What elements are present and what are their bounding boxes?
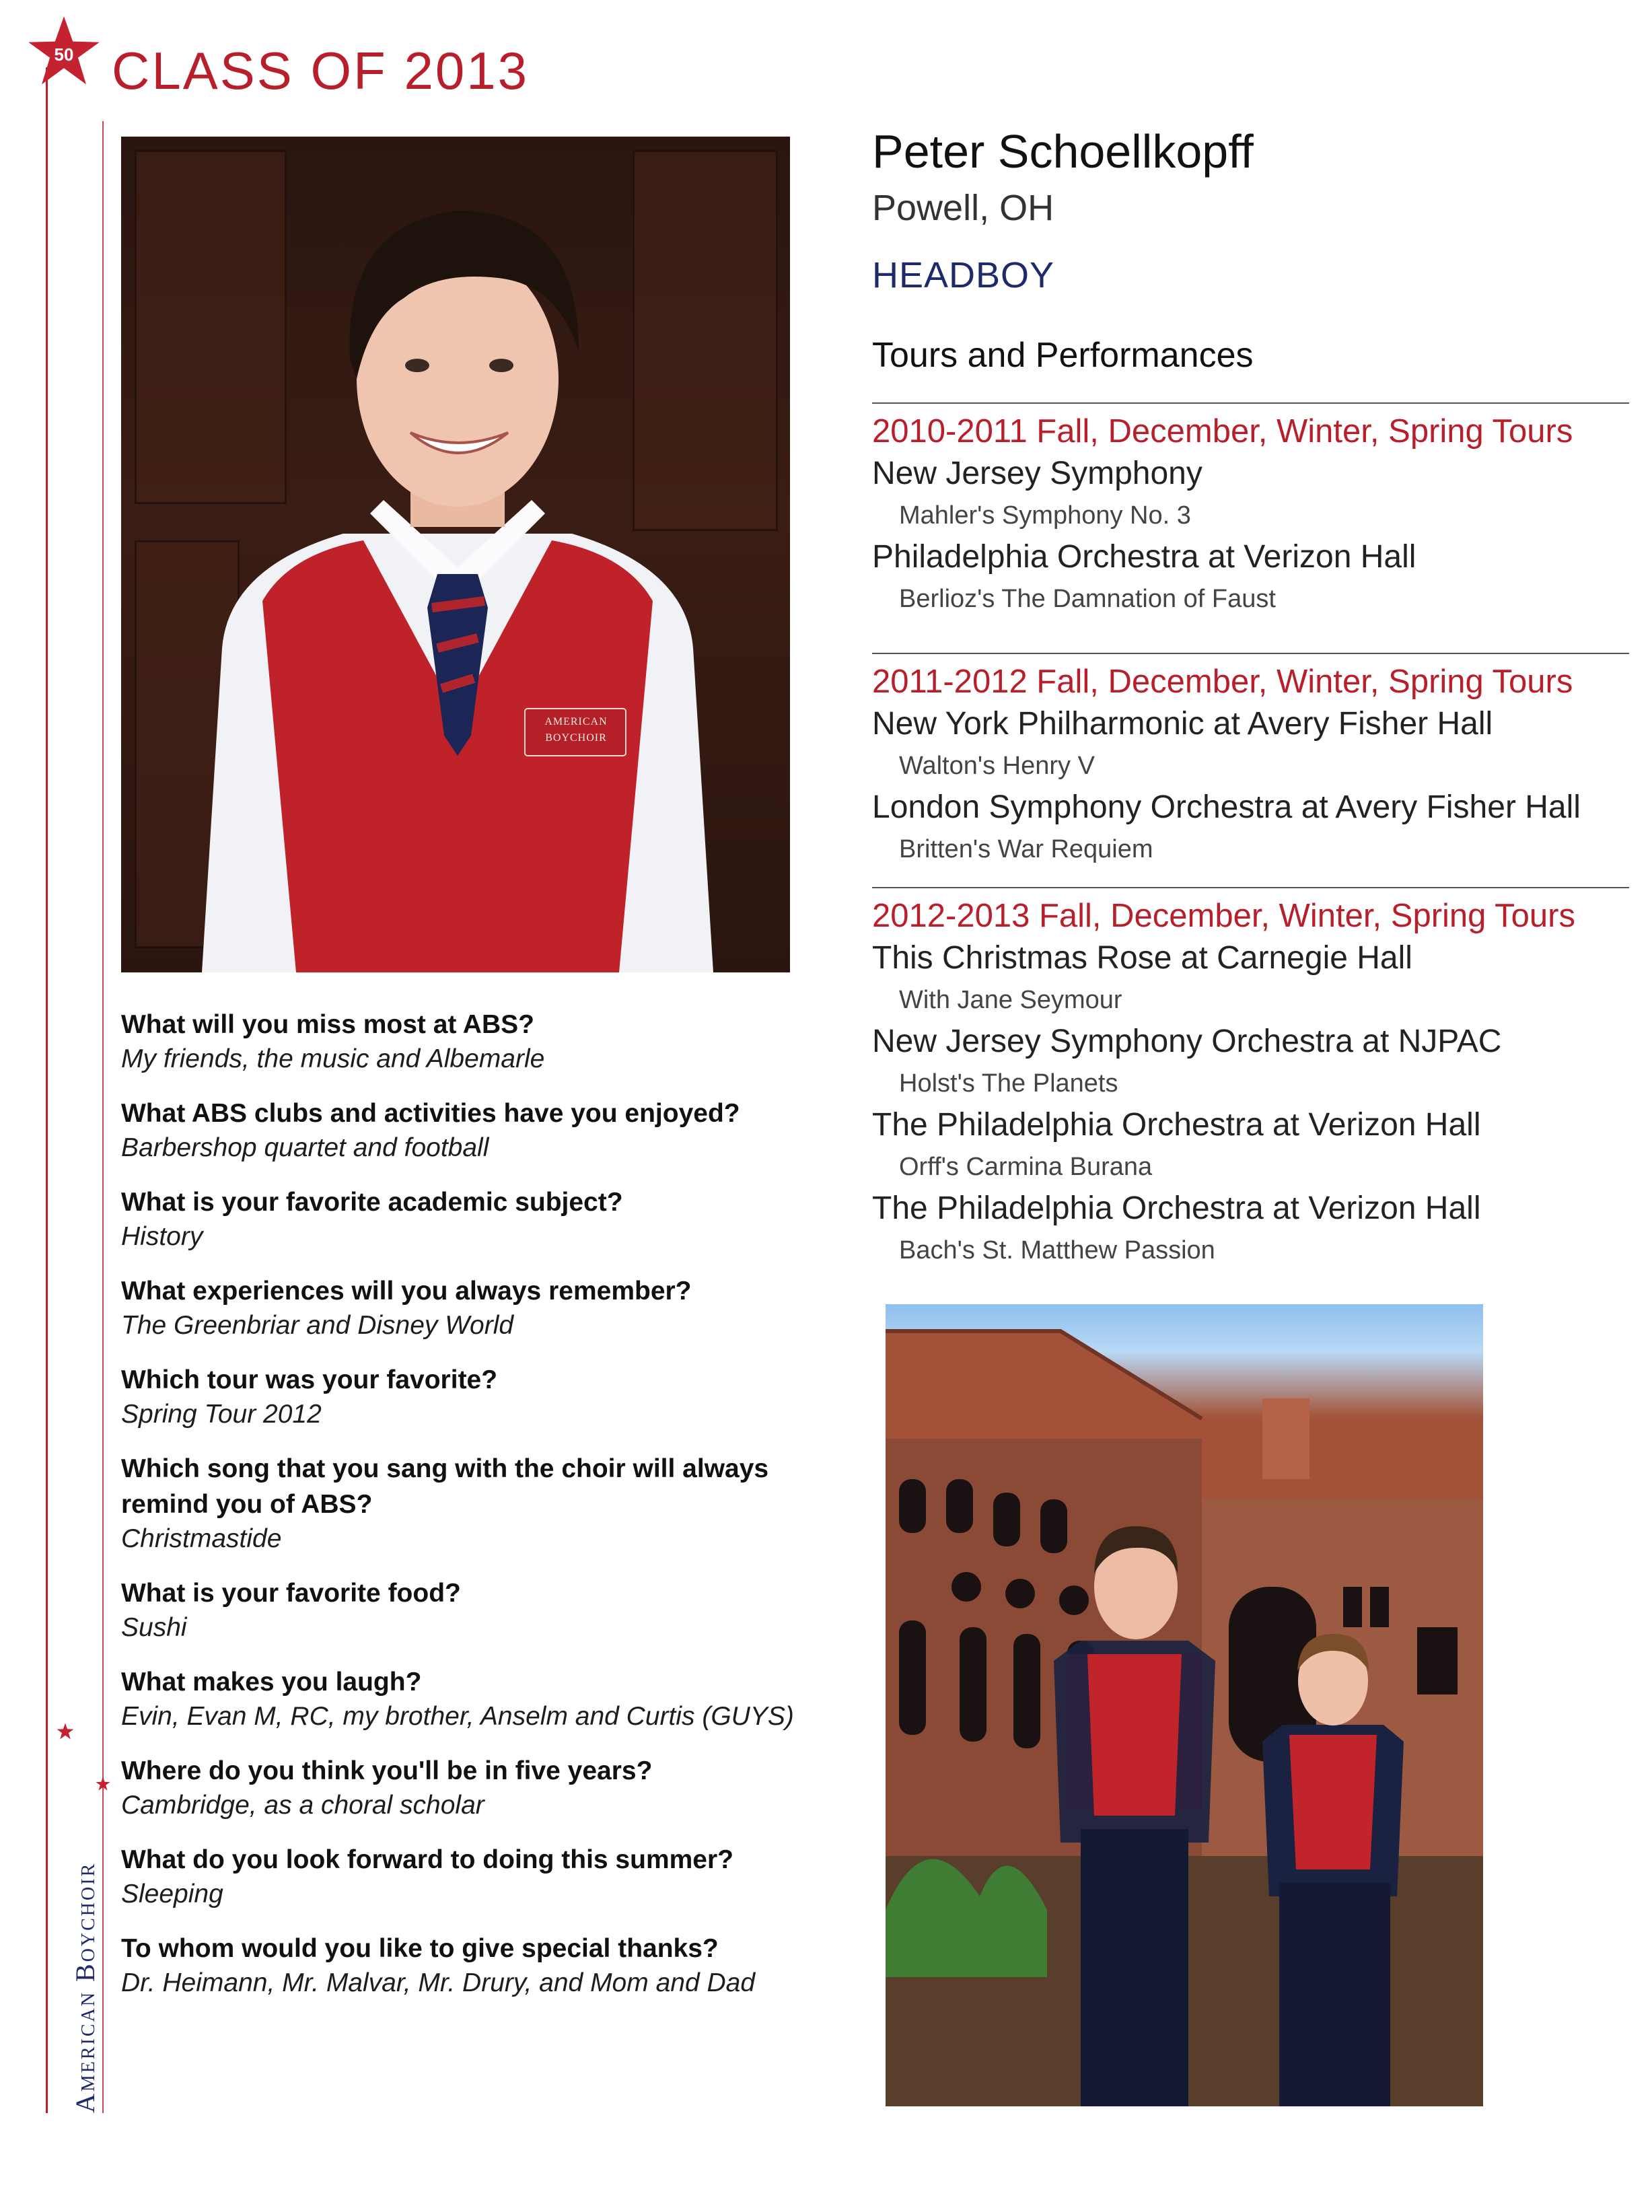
performance-work: Walton's Henry V — [899, 752, 1095, 780]
left-rule — [46, 67, 48, 2113]
performance-venue: New York Philharmonic at Avery Fisher Hall — [872, 706, 1493, 742]
tour-block — [872, 653, 1629, 869]
question: Which song that you sang with the choir will always remind you of ABS? — [121, 1454, 769, 1519]
qa-list — [121, 1007, 794, 2020]
question: Which tour was your favorite? — [121, 1365, 498, 1394]
performance-work: With Jane Seymour — [899, 986, 1122, 1014]
qa-item — [121, 1575, 794, 1645]
performance-venue: The Philadelphia Orchestra at Verizon Hall — [872, 1190, 1481, 1226]
answer: Evin, Evan M, RC, my brother, Anselm and Curtis (GUYS) — [121, 1702, 794, 1731]
small-star-icon — [96, 1777, 110, 1791]
vest-badge: AMERICAN BOYCHOIR — [544, 716, 608, 744]
qa-item — [121, 1753, 794, 1822]
performance-venue: Philadelphia Orchestra at Verizon Hall — [872, 539, 1416, 575]
answer: Christmastide — [121, 1524, 282, 1553]
performance-venue: The Philadelphia Orchestra at Verizon Hall — [872, 1107, 1481, 1143]
qa-item — [121, 1451, 794, 1556]
page-number-star — [27, 15, 101, 89]
qa-item — [121, 1096, 794, 1165]
page-number: 50 — [54, 44, 74, 65]
question: What ABS clubs and activities have you enjoyed? — [121, 1099, 740, 1128]
tour-block — [872, 887, 1629, 1271]
performance-work: Mahler's Symphony No. 3 — [899, 501, 1191, 530]
question: What experiences will you always remember? — [121, 1277, 692, 1306]
qa-item — [121, 1842, 794, 1911]
question: What makes you laugh? — [121, 1668, 422, 1697]
qa-item — [121, 1007, 794, 1076]
performance-work: Holst's The Planets — [899, 1069, 1118, 1098]
question: What is your favorite academic subject? — [121, 1188, 623, 1217]
role-title: HEADBOY — [872, 255, 1055, 295]
question: Where do you think you'll be in five years? — [121, 1756, 653, 1785]
question: What do you look forward to doing this summer? — [121, 1845, 733, 1874]
section-title: CLASS OF 2013 — [112, 41, 529, 100]
answer: History — [121, 1222, 203, 1251]
performance-venue: New Jersey Symphony — [872, 456, 1202, 491]
group-photo — [886, 1304, 1483, 2106]
qa-item — [121, 1931, 794, 2000]
performance-venue: This Christmas Rose at Carnegie Hall — [872, 940, 1412, 976]
tour-block — [872, 402, 1629, 619]
answer: Sushi — [121, 1613, 187, 1642]
answer: Dr. Heimann, Mr. Malvar, Mr. Drury, and Mom and Dad — [121, 1968, 756, 1997]
qa-item — [121, 1273, 794, 1343]
performance-work: Britten's War Requiem — [899, 835, 1153, 863]
tour-divider — [872, 887, 1629, 888]
qa-item — [121, 1664, 794, 1734]
question: To whom would you like to give special thanks? — [121, 1934, 719, 1963]
answer: Cambridge, as a choral scholar — [121, 1791, 484, 1820]
performance-work: Bach's St. Matthew Passion — [899, 1236, 1215, 1264]
building-and-students-illustration — [886, 1304, 1483, 2106]
side-brand: American Boychoir — [70, 1861, 100, 2113]
small-star-icon — [57, 1723, 74, 1740]
hometown: Powell, OH — [872, 188, 1054, 228]
student-figure — [121, 137, 790, 972]
qa-item — [121, 1362, 794, 1431]
student-name: Peter Schoellkopff — [872, 125, 1254, 178]
qa-item — [121, 1184, 794, 1254]
answer: My friends, the music and Albemarle — [121, 1044, 545, 1073]
answer: Sleeping — [121, 1880, 223, 1908]
tour-divider — [872, 653, 1629, 654]
performance-venue: London Symphony Orchestra at Avery Fisher Hall — [872, 789, 1581, 825]
question: What is your favorite food? — [121, 1579, 461, 1608]
performance-venue: New Jersey Symphony Orchestra at NJPAC — [872, 1024, 1502, 1059]
tour-season: 2011-2012 Fall, December, Winter, Spring Tours — [872, 664, 1573, 700]
tour-season: 2012-2013 Fall, December, Winter, Spring Tours — [872, 898, 1575, 934]
answer: Barbershop quartet and football — [121, 1133, 489, 1162]
tour-divider — [872, 402, 1629, 404]
performance-work: Berlioz's The Damnation of Faust — [899, 585, 1276, 613]
portrait-photo — [121, 137, 790, 972]
left-rule-inner — [102, 121, 104, 2113]
performance-work: Orff's Carmina Burana — [899, 1153, 1153, 1181]
tours-heading: Tours and Performances — [872, 336, 1254, 375]
tour-season: 2010-2011 Fall, December, Winter, Spring Tours — [872, 413, 1573, 450]
answer: Spring Tour 2012 — [121, 1400, 322, 1429]
question: What will you miss most at ABS? — [121, 1010, 534, 1039]
answer: The Greenbriar and Disney World — [121, 1311, 514, 1340]
